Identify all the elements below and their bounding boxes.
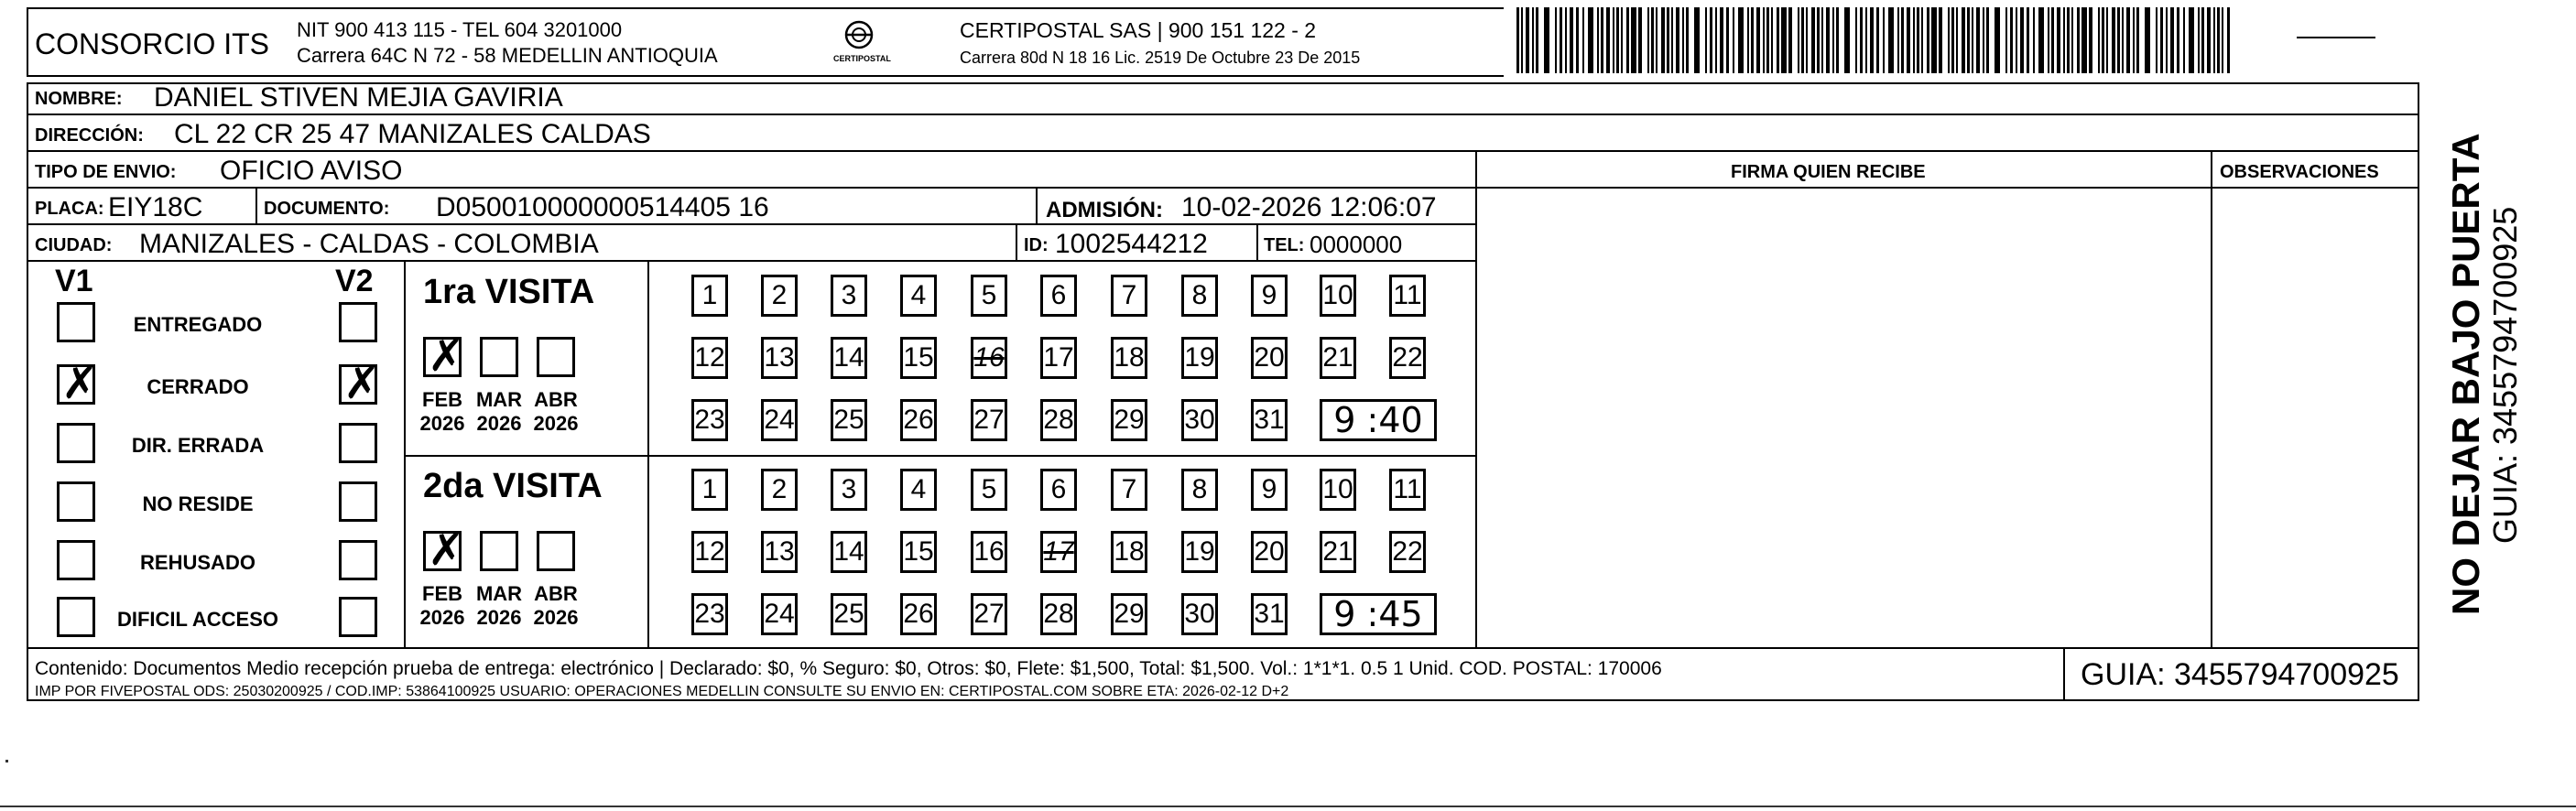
ciudad-value: MANIZALES - CALDAS - COLOMBIA [139,229,599,259]
second-day-box[interactable]: 8 [1181,469,1218,511]
tel-divider [1256,223,1258,260]
row-line [27,647,2419,649]
first-day-box[interactable]: 21 [1320,337,1356,379]
second-time-box[interactable]: 9 :45 [1320,593,1437,635]
second-day-box[interactable]: 7 [1111,469,1147,511]
placa-divider [255,187,257,223]
first-day-box[interactable]: 5 [971,275,1007,317]
header [0,0,2576,82]
v2-checkbox[interactable] [339,481,377,522]
second-month-label: FEB 2026 [419,582,465,630]
second-month-label: ABR 2026 [533,582,579,630]
guia-footer: GUIA: 3455794700925 [2081,657,2399,692]
first-day-box[interactable]: 15 [900,337,937,379]
second-day-box[interactable]: 20 [1251,531,1288,573]
reason-label: DIFICIL ACCESO [116,608,278,631]
visit-title-divider [647,260,649,647]
second-day-box[interactable]: 25 [831,593,867,635]
check-mark: ✗ [428,330,465,382]
reason-label: DIR. ERRADA [131,434,265,457]
check-mark: ✗ [428,524,465,576]
documento-label: DOCUMENTO: [264,199,390,219]
second-day-box[interactable]: 26 [900,593,937,635]
short-line [2297,37,2375,38]
second-day-box[interactable]: 1 [691,469,728,511]
firma-label: FIRMA QUIEN RECIBE [1731,162,1926,182]
first-day-box[interactable]: 27 [971,399,1007,441]
v2-checkbox[interactable] [339,540,377,580]
row-line [27,187,1475,189]
second-day-box[interactable]: 14 [831,531,867,573]
second-day-box[interactable]: 12 [691,531,728,573]
company-name: CONSORCIO ITS [35,27,270,60]
second-month-label: MAR 2026 [475,582,523,630]
first-day-box[interactable]: 10 [1320,275,1356,317]
first-day-box[interactable]: 26 [900,399,937,441]
second-month-checkbox[interactable] [423,524,465,576]
second-month-checkbox[interactable] [480,531,518,571]
first-month-label: ABR 2026 [533,388,579,436]
tel-value: 0000000 [1310,231,1403,258]
row-line [27,114,2419,115]
admision-divider [1036,187,1038,223]
first-day-box[interactable]: 7 [1111,275,1147,317]
documento-value: D050010000000514405 16 [436,192,769,222]
direccion-value: CL 22 CR 25 47 MANIZALES CALDAS [174,119,651,149]
second-day-box[interactable]: 19 [1181,531,1218,573]
side-main-text: NO DEJAR BAJO PUERTA [2444,133,2487,615]
second-day-box[interactable]: 10 [1320,469,1356,511]
tipo-value: OFICIO AVISO [220,156,403,186]
first-month-label: FEB 2026 [419,388,465,436]
guia-divider [2063,647,2065,701]
second-day-box[interactable]: 11 [1389,469,1426,511]
id-divider [1016,223,1017,260]
direccion-label: DIRECCIÓN: [35,125,144,146]
second-day-box[interactable]: 2 [761,469,798,511]
first-month-label: MAR 2026 [475,388,523,436]
v1-label: V1 [55,264,93,298]
reasons-divider [404,260,406,647]
second-day-box[interactable]: 23 [691,593,728,635]
first-day-box[interactable]: 4 [900,275,937,317]
second-day-box[interactable]: 17 [1040,531,1077,573]
first-day-box[interactable]: 12 [691,337,728,379]
first-day-box[interactable]: 30 [1181,399,1218,441]
first-day-box[interactable]: 18 [1111,337,1147,379]
company-address: Carrera 64C N 72 - 58 MEDELLIN ANTIOQUIA [297,44,718,67]
first-visit-title: 1ra VISITA [423,273,595,311]
bottom-border-line [0,806,2576,807]
scan-dot [5,760,8,762]
first-day-box[interactable]: 6 [1040,275,1077,317]
id-value: 1002544212 [1055,229,1208,259]
carrier-address: Carrera 80d N 18 16 Lic. 2519 De Octubre 23 De 2015 [960,49,1361,67]
first-day-box[interactable]: 9 [1251,275,1288,317]
first-time-box[interactable]: 9 :40 [1320,399,1437,441]
logo-text: CERTIPOSTAL [833,54,891,63]
row-line [27,260,1475,262]
row-line [27,150,2419,152]
first-day-box[interactable]: 31 [1251,399,1288,441]
first-day-box[interactable]: 16 [971,337,1007,379]
second-day-box[interactable]: 13 [761,531,798,573]
tel-label: TEL: [1264,235,1305,255]
ciudad-label: CIUDAD: [35,235,113,255]
barcode-icon [1515,7,2247,73]
reason-label: REHUSADO [140,551,255,574]
nombre-value: DANIEL STIVEN MEJIA GAVIRIA [154,82,563,113]
second-day-box[interactable]: 22 [1389,531,1426,573]
tipo-label: TIPO DE ENVIO: [35,162,177,182]
certipostal-logo-icon [831,18,886,55]
first-day-box[interactable]: 1 [691,275,728,317]
v2-checkbox[interactable] [339,302,377,342]
second-day-box[interactable]: 15 [900,531,937,573]
second-day-box[interactable]: 6 [1040,469,1077,511]
second-day-box[interactable]: 9 [1251,469,1288,511]
second-day-box[interactable]: 28 [1040,593,1077,635]
row-line [1475,187,2419,189]
second-visit-title: 2da VISITA [423,467,603,505]
first-day-box[interactable]: 19 [1181,337,1218,379]
reason-label: NO RESIDE [142,492,254,515]
first-month-checkbox[interactable] [480,337,518,377]
obs-divider [2211,150,2212,647]
first-day-box[interactable]: 22 [1389,337,1426,379]
firma-divider [1475,150,1477,647]
second-day-box[interactable]: 4 [900,469,937,511]
admision-label: ADMISIÓN: [1046,198,1163,222]
v2-checkbox[interactable] [339,358,381,409]
first-month-checkbox[interactable] [537,337,575,377]
second-day-box[interactable]: 24 [761,593,798,635]
first-day-box[interactable]: 28 [1040,399,1077,441]
second-month-checkbox[interactable] [537,531,575,571]
second-day-box[interactable]: 16 [971,531,1007,573]
second-day-box[interactable]: 18 [1111,531,1147,573]
reason-label: CERRADO [147,375,249,398]
first-day-box[interactable]: 17 [1040,337,1077,379]
side-guia-text: GUIA: 3455794700925 [2486,206,2524,544]
second-day-box[interactable]: 30 [1181,593,1218,635]
second-day-box[interactable]: 29 [1111,593,1147,635]
first-day-box[interactable]: 3 [831,275,867,317]
first-day-box[interactable]: 8 [1181,275,1218,317]
first-day-box[interactable]: 25 [831,399,867,441]
nombre-label: NOMBRE: [35,89,123,109]
v2-label: V2 [335,264,374,298]
first-day-box[interactable]: 20 [1251,337,1288,379]
placa-label: PLACA: [35,199,104,219]
nit-line: NIT 900 413 115 - TEL 604 3201000 [297,18,623,41]
second-day-box[interactable]: 21 [1320,531,1356,573]
first-day-box[interactable]: 2 [761,275,798,317]
first-day-box[interactable]: 14 [831,337,867,379]
check-mark: ✗ [343,358,381,409]
contenido-text: Contenido: Documentos Medio recepción prueba de entrega: electrónico | Declarado: $0, % Seguro: $0, Otros: $0, Flete: $1,500, Total: $1,500. Vol.: 1*1*1. 0.5 1 Unid. COD. POSTAL: 170006 [35,658,1662,679]
observaciones-label: OBSERVACIONES [2220,162,2379,182]
carrier-line: CERTIPOSTAL SAS | 900 151 122 - 2 [960,18,1317,42]
second-day-box[interactable]: 31 [1251,593,1288,635]
first-day-box[interactable]: 23 [691,399,728,441]
reason-label: ENTREGADO [133,313,263,336]
check-mark: ✗ [61,358,99,409]
second-day-box[interactable]: 3 [831,469,867,511]
first-day-box[interactable]: 24 [761,399,798,441]
first-day-box[interactable]: 29 [1111,399,1147,441]
v2-checkbox[interactable] [339,423,377,463]
second-day-box[interactable]: 5 [971,469,1007,511]
placa-value: EIY18C [108,192,203,222]
first-month-checkbox[interactable] [423,330,465,382]
second-day-box[interactable]: 27 [971,593,1007,635]
visit-mid-line [404,455,1475,457]
v2-checkbox[interactable] [339,597,377,637]
certipostal-logo [831,18,891,70]
first-day-box[interactable]: 13 [761,337,798,379]
imp-text: IMP POR FIVEPOSTAL ODS: 25030200925 / COD.IMP: 53864100925 USUARIO: OPERACIONES MEDELLIN CONSULTE SU ENVIO EN: CERTIPOSTAL.COM SOBRE ETA: 2026-02-12 D+2 [35,684,1289,699]
id-label: ID: [1024,235,1049,255]
admision-value: 10-02-2026 12:06:07 [1181,192,1437,222]
first-day-box[interactable]: 11 [1389,275,1426,317]
